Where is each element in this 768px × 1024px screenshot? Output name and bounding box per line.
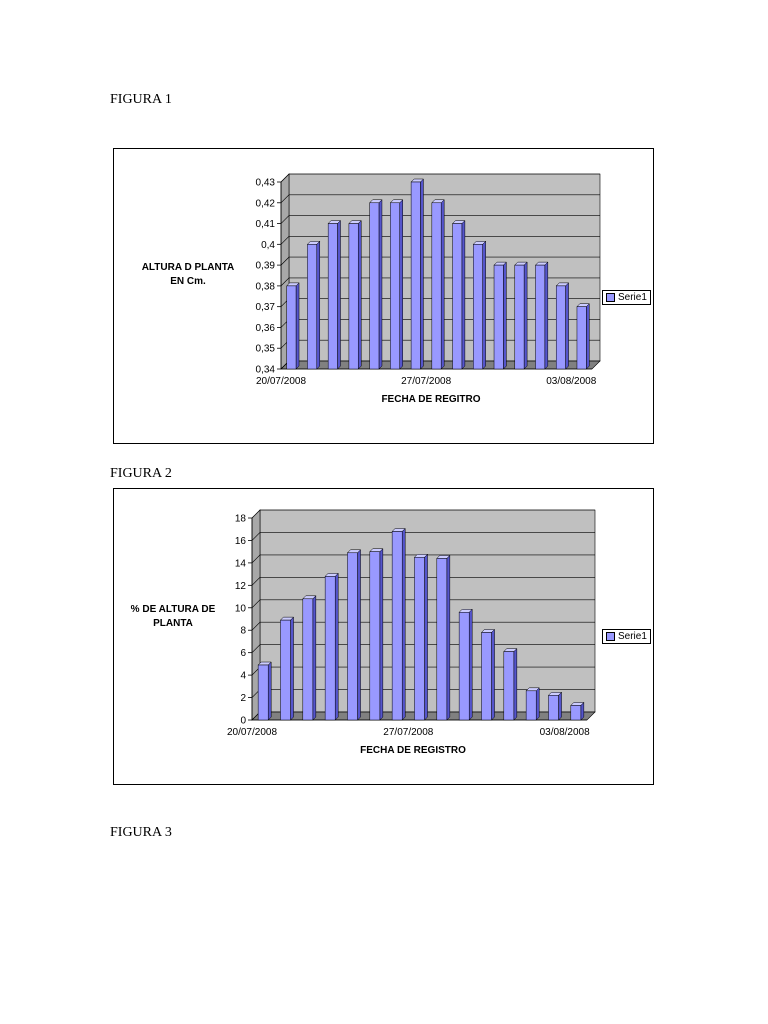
figure-3-label: FIGURA 3 [110,825,172,840]
chart-2-bar [526,691,536,720]
chart-1-y-axis-label-line-1: ALTURA D PLANTA [141,262,235,273]
chart-2-bar-side [291,617,294,720]
chart-2-y-tick-label: 8 [240,625,246,637]
chart-1-bar-side [462,221,465,369]
chart-2-bar [414,557,424,720]
chart-2-bar [347,553,357,720]
chart-2-bar-side [425,554,428,720]
chart-2-bar [504,652,514,720]
chart-2-y-axis-label-line-1: % DE ALTURA DE [130,604,216,615]
chart-2-bar-side [358,550,361,720]
chart-2-bar-side [335,573,338,720]
chart-1-bar-side [483,241,486,369]
chart-2-bar-side [313,596,316,720]
chart-2-bar-side [268,662,271,720]
chart-1-bar [328,224,337,369]
chart-2-y-tick-label: 4 [240,670,246,682]
chart-1-bar [432,203,441,369]
chart-1-bar [556,286,565,369]
chart-1-y-tick-label: 0,42 [255,198,275,210]
chart-1-legend-label: Serie1 [618,292,647,303]
chart-1-bar-side [296,283,299,369]
chart-2-bar [325,576,335,720]
chart-1-x-tick-label: 27/07/2008 [401,376,452,387]
chart-1-bar [536,265,545,369]
chart-2-bar [481,632,491,720]
chart-1-y-tick-label: 0,37 [255,302,275,314]
chart-1-bar [370,203,379,369]
chart-2-bar-side [492,629,495,720]
chart-1-y-tick-label: 0,35 [255,343,275,355]
chart-2-y-axis-label-line-2: PLANTA [153,618,193,629]
chart-2-y-tick-label: 18 [234,513,246,525]
chart-2-y-tick-label: 10 [234,603,246,615]
chart-2-bar [258,665,268,720]
chart-1-y-tick-label: 0,39 [255,260,275,272]
chart-2-x-tick-label: 20/07/2008 [226,727,278,738]
chart-1-legend-swatch [606,293,615,302]
chart-2-bar-side [447,555,450,720]
chart-1-bar [473,244,482,369]
chart-1-bar [577,307,586,369]
chart-1-bar [349,224,358,369]
chart-1-bar [411,182,420,369]
chart-2-bar-side [380,549,383,720]
chart-1-bar-side [400,200,403,369]
chart-1-y-tick-label: 0,43 [255,177,275,189]
figure-2-label: FIGURA 2 [110,466,172,481]
chart-1-bar [515,265,524,369]
chart-1-bar-side [586,304,589,369]
chart-1-legend [602,290,651,305]
chart-2-y-tick-label: 16 [234,535,246,547]
chart-2-y-tick-label: 0 [240,715,246,727]
chart-1-bar [494,265,503,369]
chart-1-bar-side [503,262,506,369]
chart-2-y-axis-label [120,603,226,631]
chart-2-bar-side [514,649,517,720]
chart-2-bar [392,531,402,720]
chart-1-bar-side [379,200,382,369]
chart-1-bar-side [566,283,569,369]
chart-1-y-tick-label: 0,34 [255,364,275,376]
chart-1-y-axis-label [130,261,246,289]
chart-1-x-axis-label: FECHA DE REGITRO [381,394,481,405]
chart-2-plot [114,489,653,784]
chart-1-bar-side [441,200,444,369]
chart-2-bar [548,695,558,720]
chart-2-x-tick-label: 27/07/2008 [383,727,434,738]
chart-2-bar [459,612,469,720]
chart-1-bar-side [317,241,320,369]
chart-1-bar-side [337,221,340,369]
chart-2-legend [602,629,651,644]
chart-2-x-tick-label: 03/08/2008 [539,727,590,738]
chart-2-frame [113,488,654,785]
chart-1-bar-side [420,179,423,369]
chart-1-x-tick-label: 20/07/2008 [255,376,307,387]
chart-1-frame [113,148,654,444]
chart-1-bar-side [545,262,548,369]
chart-1-bar [307,244,316,369]
chart-1-bar [390,203,399,369]
chart-1-x-tick-label: 03/08/2008 [546,376,597,387]
chart-2-bar [370,552,380,720]
chart-1-y-tick-label: 0,4 [261,239,275,251]
chart-2-y-tick-label: 12 [234,580,246,592]
chart-1-bar [453,224,462,369]
chart-2-y-tick-label: 14 [234,558,246,570]
chart-2-y-tick-label: 6 [240,648,246,660]
chart-1-y-axis-label-line-2: EN Cm. [170,276,206,287]
chart-1-bar-side [524,262,527,369]
chart-2-bar [437,558,447,720]
chart-1-bar [287,286,296,369]
chart-2-x-axis-label: FECHA DE REGISTRO [360,745,466,756]
chart-1-y-tick-label: 0,38 [255,281,275,293]
chart-2-legend-label: Serie1 [618,631,647,642]
chart-2-bar-side [536,688,539,720]
chart-2-bar-side [402,528,405,720]
figure-1-label: FIGURA 1 [110,92,172,107]
chart-1-bar-side [358,221,361,369]
chart-2-bar-side [469,609,472,720]
chart-2-bar [571,705,581,720]
chart-1-y-tick-label: 0,41 [255,219,275,231]
chart-2-bar [280,620,290,720]
chart-2-legend-swatch [606,632,615,641]
chart-2-bar-side [559,692,562,720]
chart-2-bar [303,599,313,720]
chart-2-y-tick-label: 2 [240,693,246,705]
chart-1-y-tick-label: 0,36 [255,322,275,334]
